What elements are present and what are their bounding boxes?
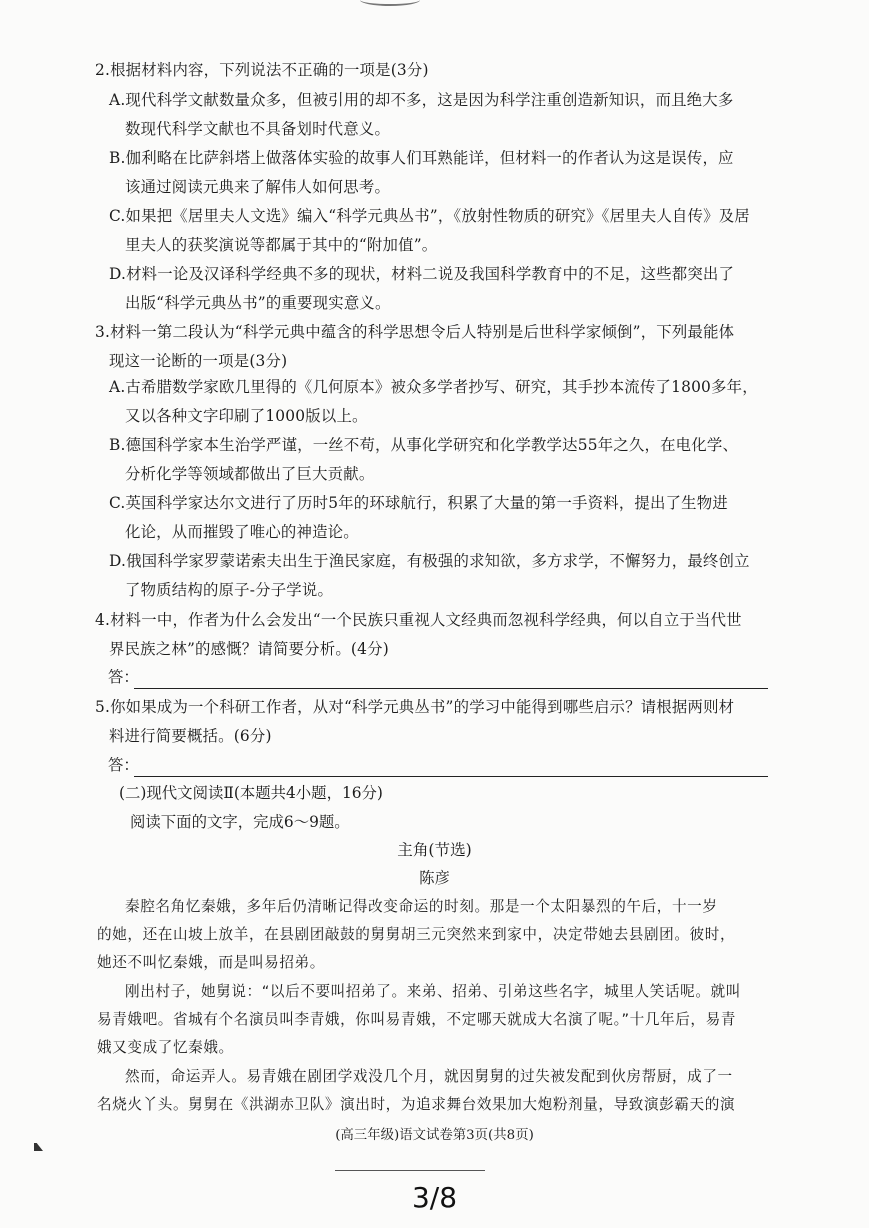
passage-title: 主角(节选) [397, 841, 472, 859]
option-line: 出版“科学元典丛书”的重要现实意义。 [125, 294, 391, 312]
paragraph-line: 名烧火丫头。舅舅在《洪湖赤卫队》演出时，为追求舞台效果加大炮粉剂量，导致演彭霸天的演 [97, 1096, 736, 1113]
passage-author: 陈彦 [419, 869, 450, 887]
question-3-option-a [109, 373, 789, 431]
option-line: 里夫人的获奖演说等都属于其中的“附加值”。 [125, 236, 438, 254]
option-line: C.如果把《居里夫人文选》编入“科学元典丛书”，《放射性物质的研究》《居里夫人自传》及居 [109, 207, 750, 225]
option-line: B.伽利略在比萨斜塔上做落体实验的故事人们耳熟能详，但材料一的作者认为这是误传，应 [109, 149, 734, 167]
option-line: 化论，从而摧毁了唯心的神造论。 [125, 523, 359, 541]
option-line: 数现代科学文献也不具备划时代意义。 [125, 120, 391, 138]
paragraph-line: 然而，命运弄人。易青娥在剧团学戏没几个月，就因舅舅的过失被发配到伙房帮厨，成了一 [125, 1068, 733, 1085]
question-2-option-d [109, 260, 789, 318]
question-stem-line: 现这一论断的一项是(3分) [109, 352, 288, 370]
passage-paragraph [97, 1063, 779, 1119]
question-2-option-b [109, 144, 789, 202]
paragraph-line: 她还不叫忆秦娥，而是叫易招弟。 [97, 954, 325, 971]
answer-line [134, 688, 768, 689]
option-line: D.材料一论及汉译科学经典不多的现状，材料二说及我国科学教育中的不足，这些都突出了 [109, 265, 735, 283]
passage-paragraph [97, 893, 779, 977]
question-stem-line: 4.材料一中，作者为什么会发出“一个民族只重视人文经典而忽视科学经典，何以自立于当代世 [95, 611, 742, 629]
question-stem-line: 3.材料一第二段认为“科学元典中蕴含的科学思想令后人特别是后世科学家倾倒”，下列最能体 [95, 323, 735, 341]
paragraph-line: 易青娥吧。省城有个名演员叫李青娥，你叫易青娥，不定哪天就成大名演了呢。”十几年后，易青 [97, 1011, 737, 1028]
option-line: 该通过阅读元典来了解伟人如何思考。 [125, 178, 391, 196]
page-footer: (高三年级)语文试卷第3页(共8页) [335, 1128, 534, 1143]
paragraph-line: 刚出村子，她舅说：“以后不要叫招弟了。来弟、招弟、引弟这些名字，城里人笑话呢。就叫 [125, 983, 741, 1000]
footer-divider [335, 1170, 485, 1171]
paragraph-line: 的她，还在山坡上放羊，在县剧团敲鼓的舅舅胡三元突然来到家中，决定带她去县剧团。彼时， [97, 926, 736, 943]
question-stem-line: 5.你如果成为一个科研工作者，从对“科学元典丛书”的学习中能得到哪些启示？请根据两则材 [95, 698, 735, 716]
option-line: D.俄国科学家罗蒙诺索夫出生于渔民家庭，有极强的求知欲，多方求学，不懈努力，最终创立 [109, 552, 750, 570]
question-2-stem [95, 56, 785, 85]
option-line: A.现代科学文献数量众多，但被引用的却不多，这是因为科学注重创造新知识，而且绝大多 [109, 91, 734, 109]
section-heading: (二)现代文阅读Ⅱ(本题共4小题，16分) [119, 784, 383, 802]
paragraph-line: 娥又变成了忆秦娥。 [97, 1039, 234, 1056]
option-line: A.古希腊数学家欧几里得的《几何原本》被众多学者抄写、研究，其手抄本流传了1800多年， [109, 378, 758, 396]
option-line: B.德国科学家本生治学严谨，一丝不苟，从事化学研究和化学教学达55年之久，在电化学、 [109, 436, 739, 454]
paragraph-line: 秦腔名角忆秦娥，多年后仍清晰记得改变命运的时刻。那是一个太阳暴烈的午后，十一岁 [125, 898, 718, 915]
option-line: 了物质结构的原子-分子学说。 [125, 581, 334, 599]
page-number: 3/8 [411, 1181, 458, 1214]
option-line: 又以各种文字印刷了1000版以上。 [125, 407, 368, 425]
question-stem-line: 料进行简要概括。(6分) [109, 727, 272, 745]
question-5-answer-area[interactable] [108, 751, 768, 779]
question-3-option-b [109, 431, 789, 489]
question-2-option-c [109, 202, 789, 260]
question-4-answer-area[interactable] [108, 663, 768, 691]
question-3-stem [95, 318, 785, 376]
question-stem-line: 界民族之林”的感慨？请简要分析。(4分) [109, 640, 389, 658]
question-3-option-c [109, 489, 789, 547]
question-4-stem [95, 606, 785, 664]
question-5-stem [95, 693, 785, 751]
answer-label: 答： [108, 756, 139, 774]
question-stem-line: 2.根据材料内容，下列说法不正确的一项是(3分) [95, 61, 429, 79]
question-2-option-a [109, 86, 789, 144]
passage-paragraph [97, 978, 779, 1062]
top-edge-mark [360, 0, 420, 6]
section-instruction: 阅读下面的文字，完成6～9题。 [130, 813, 350, 831]
question-3-option-d [109, 547, 789, 605]
answer-label: 答： [108, 668, 139, 686]
answer-line [134, 776, 768, 777]
option-line: C.英国科学家达尔文进行了历时5年的环球航行，积累了大量的第一手资料，提出了生物进 [109, 494, 728, 512]
option-line: 分析化学等领域都做出了巨大贡献。 [125, 465, 375, 483]
